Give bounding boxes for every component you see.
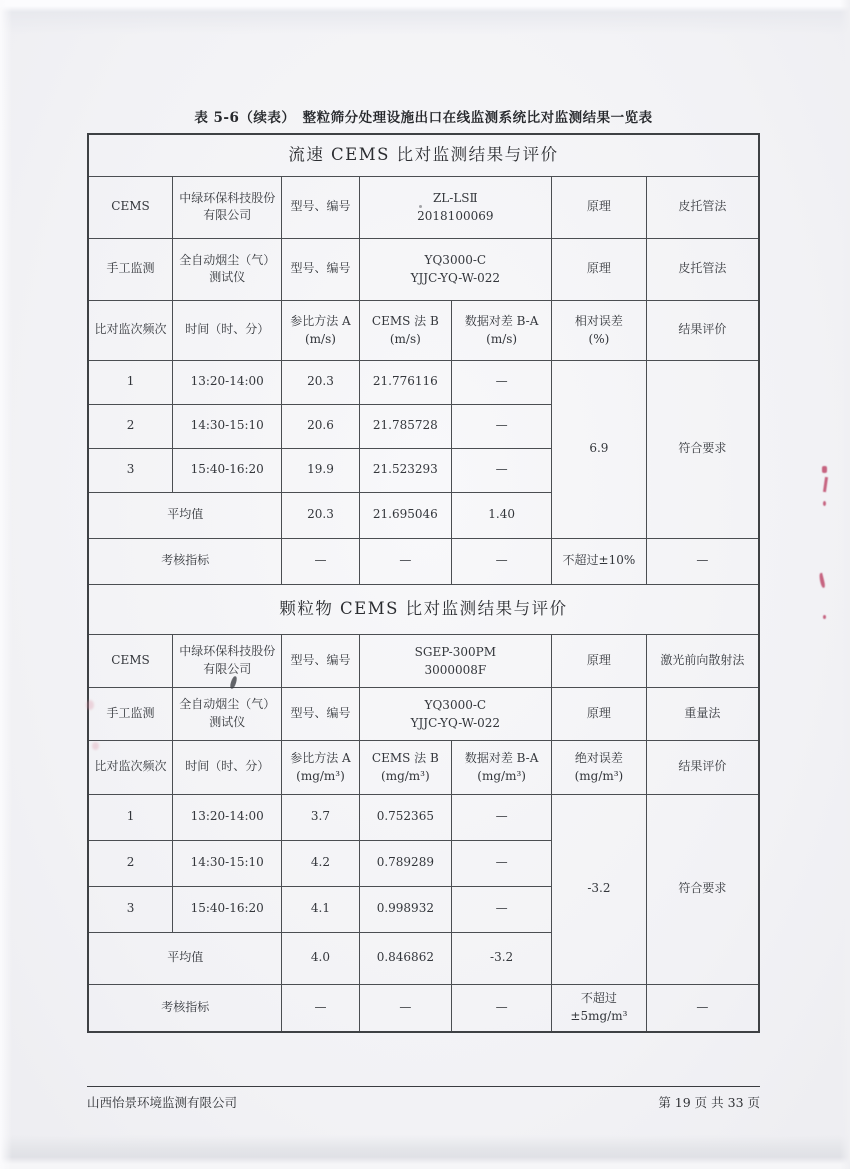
- flow-manual-system: 手工监测: [88, 238, 173, 300]
- dust-manual-serial: YJJC-YQ-W-022: [410, 715, 501, 730]
- flow-cems-serial: 2018100069: [417, 209, 494, 223]
- flow-assessment-row: [88, 538, 759, 584]
- dust-average-label: 平均值: [88, 932, 282, 984]
- flow-header-ref-name: 参比方法 A: [290, 314, 351, 328]
- footer-page-number: 第 19 页 共 33 页: [658, 1095, 760, 1110]
- flow-r1-diff: —: [452, 360, 552, 404]
- flow-header-ref-unit: (m/s): [304, 332, 336, 346]
- dust-cems-model-serial: [359, 634, 552, 687]
- flow-header-diff-unit: (m/s): [486, 332, 518, 346]
- dust-header-ref-name: 参比方法 A: [290, 751, 351, 765]
- dust-header-cems: [359, 740, 452, 794]
- dust-manual-system: 手工监测: [88, 687, 173, 740]
- flow-header-cems-name: CEMS 法 B: [371, 314, 439, 328]
- flow-assessment-eval: —: [646, 538, 759, 584]
- flow-r3-diff: —: [452, 448, 552, 492]
- dust-average-diff: -3.2: [452, 932, 552, 984]
- dust-r2-no: 2: [88, 840, 173, 886]
- flow-manual-model: YQ3000-C: [424, 253, 487, 267]
- dust-assessment-label: 考核指标: [88, 984, 282, 1032]
- dust-header-diff-unit: (mg/m³): [477, 769, 526, 783]
- dust-assessment-eval: —: [646, 984, 759, 1032]
- dust-header-error: [552, 740, 647, 794]
- dust-manual-model-serial: [359, 687, 552, 740]
- dust-cems-model: SGEP-300PM: [414, 644, 496, 659]
- flow-manual-serial: YJJC-YQ-W-022: [410, 271, 501, 285]
- dust-r1-cems: 0.752365: [359, 794, 452, 840]
- dust-manual-principle: 重量法: [646, 687, 759, 740]
- dust-r3-ref: 4.1: [282, 886, 359, 932]
- flow-average-cems: 21.695046: [359, 492, 452, 538]
- dust-r3-cems: 0.998932: [359, 886, 452, 932]
- dust-cems-serial: 3000008F: [424, 662, 487, 677]
- flow-r3-time: 15:40-16:20: [173, 448, 282, 492]
- dust-header-freq: 比对监次频次: [88, 740, 173, 794]
- flow-section-title-row: [88, 134, 759, 176]
- flow-assessment-diff: —: [452, 538, 552, 584]
- flow-r2-ref: 20.6: [282, 404, 359, 448]
- dust-header-eval: 结果评价: [646, 740, 759, 794]
- flow-r3-ref: 19.9: [282, 448, 359, 492]
- flow-r1-no: 1: [88, 360, 173, 404]
- dust-section-title: 颗粒物 CEMS 比对监测结果与评价: [88, 584, 759, 634]
- flow-r2-cems: 21.785728: [359, 404, 452, 448]
- flow-header-eval: 结果评价: [646, 300, 759, 360]
- flow-header-ref: [282, 300, 359, 360]
- scan-artifact-bottom: [0, 1135, 850, 1169]
- flow-assessment-error: 不超过±10%: [552, 538, 647, 584]
- flow-assessment-cems: —: [359, 538, 452, 584]
- flow-average-diff: 1.40: [452, 492, 552, 538]
- dust-cems-principle: 激光前向散射法: [646, 634, 759, 687]
- flow-header-cems-unit: (m/s): [389, 332, 421, 346]
- dust-cems-system: CEMS: [88, 634, 173, 687]
- dust-r2-ref: 4.2: [282, 840, 359, 886]
- dust-assessment-ref: —: [282, 984, 359, 1032]
- dust-r2-cems: 0.789289: [359, 840, 452, 886]
- flow-cems-system: CEMS: [88, 176, 173, 238]
- flow-manual-equipment-row: [88, 238, 759, 300]
- flow-header-cems: [359, 300, 452, 360]
- flow-cems-model-serial: [359, 176, 552, 238]
- dust-manual-principle-label: 原理: [552, 687, 647, 740]
- flow-r2-no: 2: [88, 404, 173, 448]
- dust-assessment-error: 不超过±5mg/m³: [552, 984, 647, 1032]
- flow-r2-diff: —: [452, 404, 552, 448]
- dust-header-row: [88, 740, 759, 794]
- dust-r3-time: 15:40-16:20: [173, 886, 282, 932]
- flow-assessment-ref: —: [282, 538, 359, 584]
- flow-cems-model-label: 型号、编号: [282, 176, 359, 238]
- flow-manual-model-label: 型号、编号: [282, 238, 359, 300]
- dust-assessment-row: [88, 984, 759, 1032]
- dust-section-title-row: [88, 584, 759, 634]
- flow-cems-model: ZL-LSⅡ: [432, 191, 478, 205]
- flow-r1-time: 13:20-14:00: [173, 360, 282, 404]
- dust-header-time: 时间（时、分）: [173, 740, 282, 794]
- dust-header-ref: [282, 740, 359, 794]
- flow-data-row-1: [88, 360, 759, 404]
- flow-header-time: 时间（时、分）: [173, 300, 282, 360]
- page-footer: [87, 1086, 760, 1111]
- dust-assessment-cems: —: [359, 984, 452, 1032]
- flow-header-error-name: 相对误差: [574, 314, 623, 328]
- flow-error-value: 6.9: [552, 360, 647, 538]
- flow-cems-device: 中绿环保科技股份有限公司: [173, 176, 282, 238]
- comparison-table: [87, 133, 760, 1033]
- flow-header-freq: 比对监次频次: [88, 300, 173, 360]
- dust-data-row-1: [88, 794, 759, 840]
- flow-r1-cems: 21.776116: [359, 360, 452, 404]
- flow-header-error-unit: (%): [588, 332, 610, 346]
- flow-header-error: [552, 300, 647, 360]
- dust-cems-device: 中绿环保科技股份有限公司: [173, 634, 282, 687]
- flow-evaluation: 符合要求: [646, 360, 759, 538]
- dust-error-value: -3.2: [552, 794, 647, 984]
- dust-manual-model: YQ3000-C: [424, 697, 487, 712]
- dust-header-cems-name: CEMS 法 B: [371, 751, 439, 765]
- dust-r1-diff: —: [452, 794, 552, 840]
- dust-average-ref: 4.0: [282, 932, 359, 984]
- dust-header-error-unit: (mg/m³): [574, 769, 624, 783]
- flow-cems-principle: 皮托管法: [646, 176, 759, 238]
- dust-r2-time: 14:30-15:10: [173, 840, 282, 886]
- dust-header-error-name: 绝对误差: [574, 751, 623, 765]
- dust-cems-equipment-row: [88, 634, 759, 687]
- flow-manual-principle: 皮托管法: [646, 238, 759, 300]
- flow-manual-model-serial: [359, 238, 552, 300]
- dust-manual-model-label: 型号、编号: [282, 687, 359, 740]
- dust-manual-device: 全自动烟尘（气）测试仪: [173, 687, 282, 740]
- dust-r1-ref: 3.7: [282, 794, 359, 840]
- dust-r3-no: 3: [88, 886, 173, 932]
- dust-cems-model-label: 型号、编号: [282, 634, 359, 687]
- flow-average-ref: 20.3: [282, 492, 359, 538]
- flow-r2-time: 14:30-15:10: [173, 404, 282, 448]
- flow-r3-cems: 21.523293: [359, 448, 452, 492]
- dust-r1-time: 13:20-14:00: [173, 794, 282, 840]
- flow-header-diff-name: 数据对差 B-A: [464, 314, 539, 328]
- flow-manual-principle-label: 原理: [552, 238, 647, 300]
- flow-manual-device: 全自动烟尘（气）测试仪: [173, 238, 282, 300]
- flow-assessment-label: 考核指标: [88, 538, 282, 584]
- dust-evaluation: 符合要求: [646, 794, 759, 984]
- dust-manual-equipment-row: [88, 687, 759, 740]
- flow-r1-ref: 20.3: [282, 360, 359, 404]
- flow-cems-principle-label: 原理: [552, 176, 647, 238]
- dust-assessment-diff: —: [452, 984, 552, 1032]
- dust-header-ref-unit: (mg/m³): [296, 769, 345, 783]
- dust-r2-diff: —: [452, 840, 552, 886]
- footer-company: 山西怡景环境监测有限公司: [87, 1095, 238, 1110]
- dust-r3-diff: —: [452, 886, 552, 932]
- table-caption: 表 5-6（续表） 整粒筛分处理设施出口在线监测系统比对监测结果一览表: [194, 110, 653, 126]
- dust-header-diff-name: 数据对差 B-A: [464, 751, 539, 765]
- dust-header-cems-unit: (mg/m³): [381, 769, 430, 783]
- flow-header-diff: [452, 300, 552, 360]
- flow-r3-no: 3: [88, 448, 173, 492]
- flow-average-label: 平均值: [88, 492, 282, 538]
- dust-header-diff: [452, 740, 552, 794]
- flow-section-title: 流速 CEMS 比对监测结果与评价: [88, 134, 759, 176]
- dust-r1-no: 1: [88, 794, 173, 840]
- dust-cems-principle-label: 原理: [552, 634, 647, 687]
- flow-header-row: [88, 300, 759, 360]
- flow-cems-equipment-row: [88, 176, 759, 238]
- dust-average-cems: 0.846862: [359, 932, 452, 984]
